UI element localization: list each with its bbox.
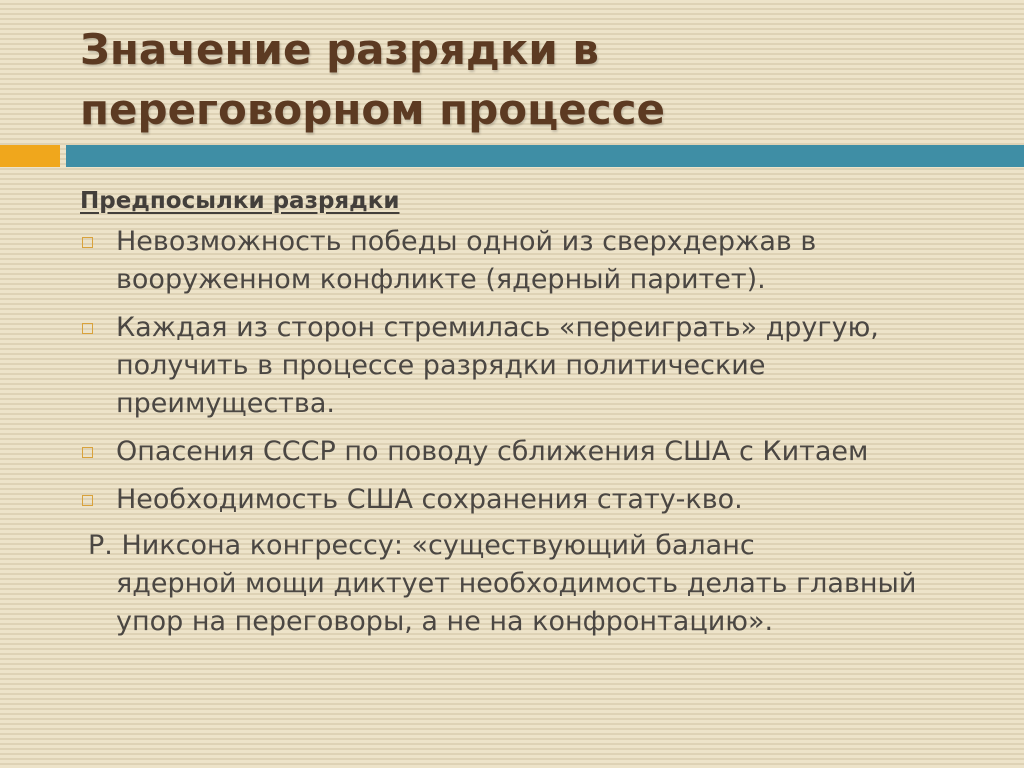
bullet-item	[80, 223, 980, 299]
hollow-square-icon	[82, 323, 93, 334]
accent-bar-orange	[0, 145, 60, 167]
section-subheading: Предпосылки разрядки	[80, 188, 400, 214]
bullet-text: Опасения СССР по поводу сближения США с Китаем	[116, 436, 869, 467]
quote-first-line: Р. Никсона конгрессу: «существующий баланс	[88, 530, 755, 561]
quote-paragraph	[80, 527, 980, 641]
quote-continuation: ядерной мощи диктует необходимость делать главный упор на переговоры, а не на конфронтацию».	[116, 568, 917, 637]
hollow-square-icon	[82, 237, 93, 248]
hollow-square-icon	[82, 495, 93, 506]
bullet-list	[80, 223, 980, 519]
bullet-text: Каждая из сторон стремилась «переиграть» другую, получить в процессе разрядки политические преимущества.	[116, 312, 879, 419]
hollow-square-icon	[82, 447, 93, 458]
bullet-text: Необходимость США сохранения стату-кво.	[116, 484, 743, 515]
bullet-item	[80, 481, 980, 519]
slide-title	[80, 20, 980, 140]
slide-content	[80, 185, 980, 641]
bullet-text: Невозможность победы одной из сверхдержав в вооруженном конфликте (ядерный паритет).	[116, 226, 817, 295]
bullet-item	[80, 309, 980, 423]
slide-title-line-2: переговорном процессе	[80, 85, 666, 134]
bullet-item	[80, 433, 980, 471]
accent-bar-blue	[66, 145, 1024, 167]
slide-title-line-1: Значение разрядки в	[80, 25, 599, 74]
